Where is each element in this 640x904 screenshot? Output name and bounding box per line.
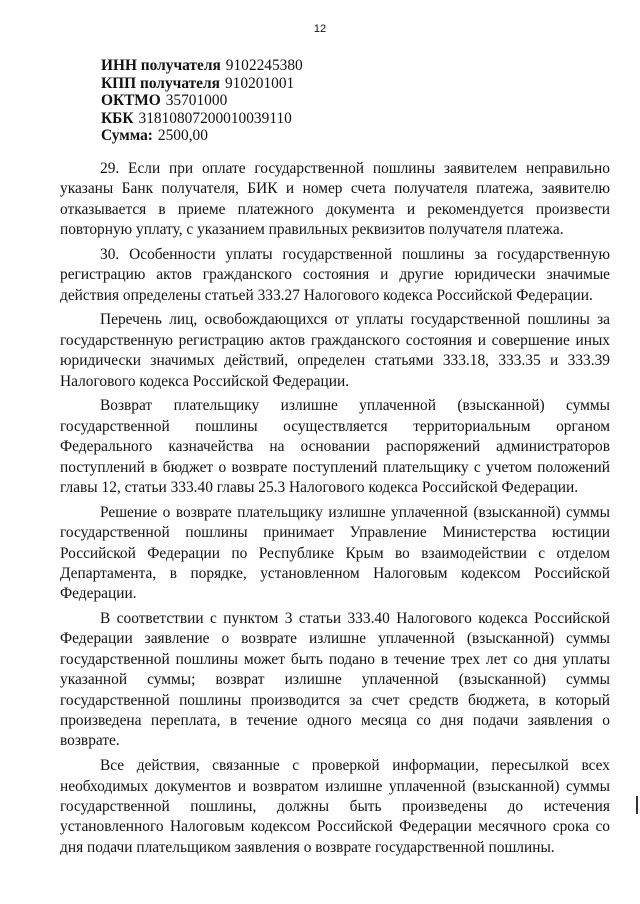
document-body: [60, 159, 610, 862]
requisite-label: ОКТМО: [101, 92, 161, 110]
requisite-value: 910201001: [224, 74, 295, 92]
requisite-label: КПП получателя: [101, 74, 220, 92]
requisite-value: 31810807200010039110: [138, 109, 292, 127]
requisite-inn: [101, 57, 303, 75]
scan-margin-mark: [636, 796, 638, 814]
paragraph-refund-decision: Решение о возврате плательщику излишне уплаченной (взысканной) суммы государственной пошлины принимает Управление Министерства юстиции Российской Федерации по Республике Крым во взаимодействии с отделом Департамента, в порядке, установленном Налоговым кодексом Российской Федерации.: [60, 503, 610, 603]
requisite-value: 9102245380: [225, 57, 303, 74]
requisite-value: 2500,00: [157, 127, 208, 145]
requisite-label: ИНН получателя: [101, 57, 221, 74]
paragraph-29: 29. Если при оплате государственной пошлины заявителем неправильно указаны Банк получателя, БИК и номер счета получателя платежа, заявителю отказывается в приеме платежного документа и рекомендуется произвести повторную уплату, с указанием правильных реквизитов получателя платежа.: [60, 160, 610, 239]
page-number: 12: [313, 23, 327, 35]
requisite-kbk: [101, 110, 303, 128]
paragraph-refund-actions: Все действия, связанные с проверкой информации, пересылкой всех необходимых документов и возвратом излишне уплаченной (взысканной) суммы государственной пошлины, должны быть произведены до истечения установленного Налоговым кодексом Российской Федерации месячного срока со дня подачи плательщиком заявления о возврате государственной пошлины.: [60, 757, 610, 856]
requisite-oktmo: [101, 92, 303, 110]
requisite-value: 35701000: [165, 92, 228, 110]
payment-requisites: [101, 57, 303, 145]
paragraph-exemptions: Перечень лиц, освобождающихся от уплаты государственной пошлины за государственную регистрацию актов гражданского состояния и совершение иных юридически значимых действий, определен статьями 333.18, 333.35 и 333.39 Налогового кодекса Российской Федерации.: [60, 311, 610, 390]
requisite-label: Сумма:: [101, 127, 153, 145]
paragraph-refund: Возврат плательщику излишне уплаченной (взысканной) суммы государственной пошлины осуществляется территориальным органом Федерального казначейства на основании распоряжений администраторов поступлений в бюджет о возврате поступлений плательщику с учетом положений главы 12, статьи 333.40 главы 25.3 Налогового кодекса Российской Федерации.: [60, 397, 610, 496]
requisite-kpp: [101, 75, 303, 93]
requisite-amount: [101, 127, 303, 145]
paragraph-refund-term: В соответствии с пунктом 3 статьи 333.40 Налогового кодекса Российской Федерации заявление о возврате излишне уплаченной (взысканной) суммы государственной пошлины может быть подано в течение трех лет со дня уплаты указанной суммы; возврат излишне уплаченной (взысканной) суммы государственной пошлины производится за счет средств бюджета, в который произведена переплата, в течение одного месяца со дня подачи заявления о возврате.: [60, 610, 610, 750]
paragraph-30: 30. Особенности уплаты государственной пошлины за государственную регистрацию актов гражданского состояния и другие юридически значимые действия определены статьей 333.27 Налогового кодекса Российской Федерации.: [60, 245, 610, 304]
requisite-label: КБК: [101, 109, 134, 127]
